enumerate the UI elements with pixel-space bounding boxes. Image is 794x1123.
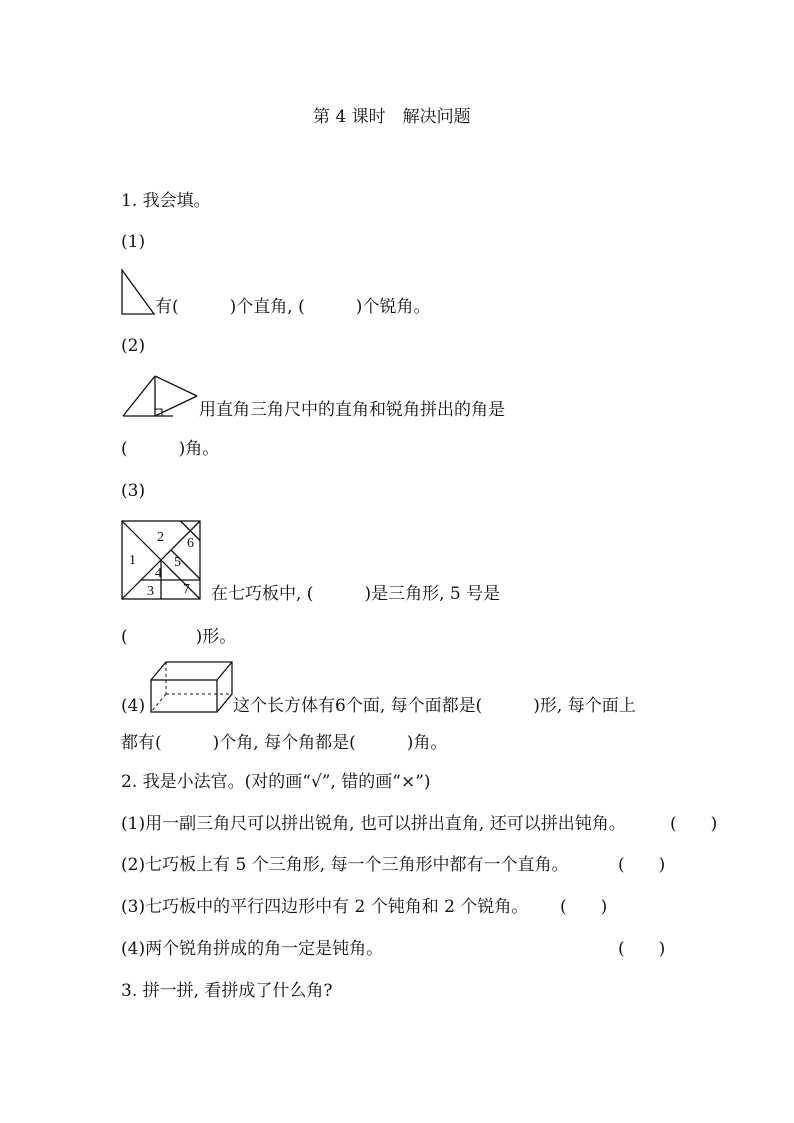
q1-p2-text-line2: ( )角。 bbox=[121, 439, 220, 459]
q2-item-4-answer-blank[interactable]: ( ) bbox=[618, 939, 666, 959]
q1-p1-text: 有( )个直角, ( )个锐角。 bbox=[155, 297, 431, 317]
tangram-number-5: 5 bbox=[174, 555, 181, 570]
q1-p3-text-line2: ( )形。 bbox=[121, 627, 237, 647]
tangram-number-3: 3 bbox=[147, 584, 154, 599]
q1-heading: 1. 我会填。 bbox=[121, 191, 211, 211]
q2-item-1-text: (1)用一副三角尺可以拼出锐角, 也可以拼出直角, 还可以拼出钝角。 bbox=[121, 814, 626, 834]
q2-item-3-answer-blank[interactable]: ( ) bbox=[560, 897, 608, 917]
q2-item-1-answer-blank[interactable]: ( ) bbox=[670, 814, 718, 834]
q1-p4-label: (4) bbox=[121, 696, 146, 716]
q1-p1-label: (1) bbox=[121, 232, 146, 252]
tangram-number-7: 7 bbox=[183, 582, 190, 597]
tangram-number-1: 1 bbox=[129, 553, 136, 568]
q1-p3-label: (3) bbox=[121, 481, 146, 501]
q2-item-4-text: (4)两个锐角拼成的角一定是钝角。 bbox=[121, 939, 384, 959]
q3-heading: 3. 拼一拼, 看拼成了什么角? bbox=[121, 981, 333, 1001]
q2-item-3-text: (3)七巧板中的平行四边形中有 2 个钝角和 2 个锐角。 bbox=[121, 897, 529, 917]
q1-p3-text-line1: 在七巧板中, ( )是三角形, 5 号是 bbox=[211, 584, 501, 604]
q1-p4-text-line2: 都有( )个角, 每个角都是( )角。 bbox=[121, 733, 448, 753]
q2-item-2-answer-blank[interactable]: ( ) bbox=[618, 855, 666, 875]
tangram-figure bbox=[121, 520, 201, 601]
tangram-number-6: 6 bbox=[187, 536, 194, 551]
q1-p2-label: (2) bbox=[121, 336, 146, 356]
right-triangle-figure bbox=[121, 269, 155, 315]
tangram-number-2: 2 bbox=[157, 530, 164, 545]
page-title: 第 4 课时 解决问题 bbox=[313, 107, 471, 127]
q1-p2-text-line1: 用直角三角尺中的直角和锐角拼出的角是 bbox=[199, 400, 505, 420]
q2-item-2-text: (2)七巧板上有 5 个三角形, 每一个三角形中都有一个直角。 bbox=[121, 855, 569, 875]
tangram-number-4: 4 bbox=[155, 566, 162, 581]
cuboid-figure bbox=[150, 660, 234, 714]
q1-p4-text-line1: 这个长方体有6个面, 每个面都是( )形, 每个面上 bbox=[233, 696, 636, 716]
set-square-combined-angle-figure bbox=[121, 373, 199, 417]
q2-heading: 2. 我是小法官。(对的画“√”, 错的画“×”) bbox=[121, 772, 431, 792]
